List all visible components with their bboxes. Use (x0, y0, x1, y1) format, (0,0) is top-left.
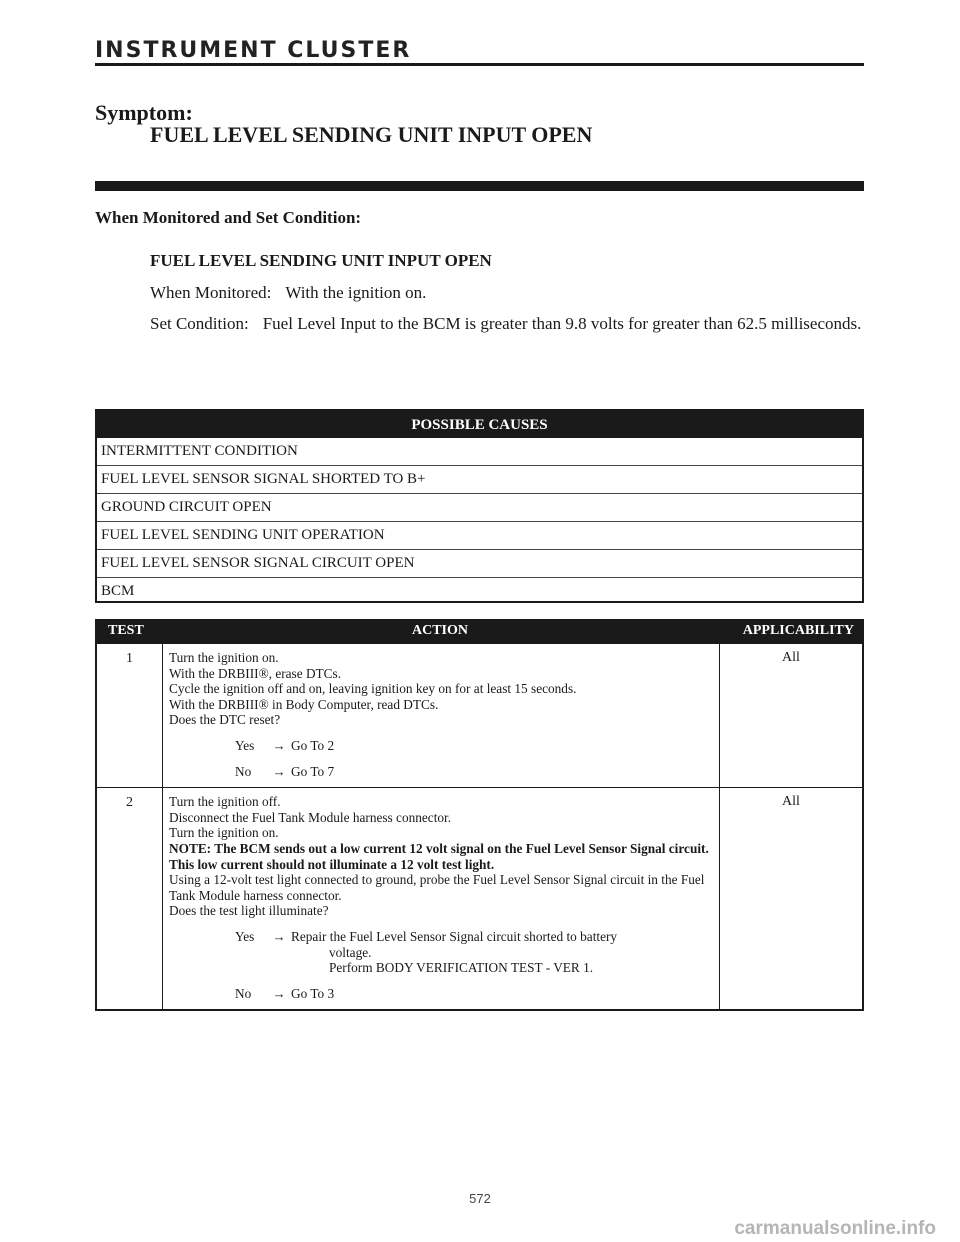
watermark[interactable]: carmanualsonline.info (734, 1218, 936, 1239)
heavy-divider (95, 181, 864, 191)
action-line: Does the DTC reset? (169, 712, 281, 728)
action-line: Using a 12-volt test light connected to ground, probe the Fuel Level Sensor Signal circuit in the Fuel Tank Module harness connector. (169, 872, 705, 903)
action-line: Does the test light illuminate? (169, 903, 329, 919)
arrow-icon: → (272, 985, 286, 1001)
test-applicability: All (782, 650, 800, 665)
yes-result-line: Repair the Fuel Level Sensor Signal circuit shorted to battery (291, 928, 618, 944)
test-table-header (97, 619, 862, 643)
test-action (163, 644, 720, 787)
symptom-title: FUEL LEVEL SENDING UNIT INPUT OPEN (150, 122, 593, 147)
test-number: 1 (97, 644, 163, 787)
test-action (163, 788, 720, 1009)
yes-result-line: Perform BODY VERIFICATION TEST - VER 1. (329, 960, 594, 976)
cause-item: FUEL LEVEL SENDING UNIT OPERATION (97, 521, 862, 549)
monitored-heading: When Monitored and Set Condition: (95, 208, 362, 227)
yes-result (291, 929, 715, 976)
no-result: Go To 7 (291, 763, 335, 779)
test-column-header: TEST (108, 623, 144, 638)
action-line: Turn the ignition on. (169, 650, 279, 665)
possible-causes-list (97, 438, 862, 605)
section-divider (95, 63, 864, 66)
possible-causes-header: POSSIBLE CAUSES (97, 411, 862, 438)
arrow-icon: → (272, 763, 286, 779)
action-line: Disconnect the Fuel Tank Module harness connector. (169, 809, 452, 825)
when-monitored (150, 283, 426, 303)
test-row (97, 787, 862, 1009)
possible-causes-table (95, 409, 864, 603)
arrow-icon: → (272, 737, 286, 753)
set-condition-text: Fuel Level Input to the BCM is greater than 9.8 volts for greater than 62.5 milliseconds. (262, 314, 862, 333)
test-procedure-table (95, 619, 864, 1011)
when-monitored-text: With the ignition on. (285, 283, 427, 302)
section-title: INSTRUMENT CLUSTER (95, 38, 412, 63)
arrow-icon: → (272, 928, 286, 944)
test-number: 2 (97, 788, 163, 1009)
applicability-column-header: APPLICABILITY (742, 623, 854, 638)
yes-label: Yes (235, 737, 255, 753)
yes-answer (169, 738, 715, 754)
no-answer (169, 764, 715, 780)
cause-item: BCM (97, 577, 862, 605)
action-column-header: ACTION (412, 623, 469, 638)
cause-item: FUEL LEVEL SENSOR SIGNAL CIRCUIT OPEN (97, 549, 862, 577)
action-line: Turn the ignition off. (169, 794, 281, 810)
action-line: Turn the ignition on. (169, 825, 279, 841)
yes-answer (169, 929, 715, 976)
test-applicability: All (782, 794, 800, 810)
cause-item: FUEL LEVEL SENSOR SIGNAL SHORTED TO B+ (97, 465, 862, 493)
when-monitored-label: When Monitored: (150, 283, 272, 302)
page-number: 572 (469, 1191, 491, 1206)
monitored-name: FUEL LEVEL SENDING UNIT INPUT OPEN (150, 251, 492, 270)
yes-result-line: voltage. (329, 944, 372, 960)
cause-item: INTERMITTENT CONDITION (101, 443, 298, 459)
symptom-label: Symptom: (95, 100, 193, 125)
cause-item: GROUND CIRCUIT OPEN (97, 493, 862, 521)
action-line: With the DRBIII® in Body Computer, read DTCs. (169, 696, 439, 712)
test-row (97, 643, 862, 787)
action-line: Cycle the ignition off and on, leaving ignition key on for at least 15 seconds. (169, 681, 577, 697)
no-result: Go To 3 (291, 985, 335, 1001)
action-note: NOTE: The BCM sends out a low current 12 volt signal on the Fuel Level Sensor Signal circuit. This low current should not illuminate a 12 volt test light. (169, 840, 709, 872)
no-label: No (235, 763, 252, 779)
action-line: With the DRBIII®, erase DTCs. (169, 665, 342, 681)
set-condition (150, 313, 866, 335)
yes-result: Go To 2 (291, 737, 335, 753)
yes-label: Yes (235, 928, 255, 944)
no-label: No (235, 985, 252, 1001)
set-condition-label: Set Condition: (150, 314, 249, 333)
no-answer (169, 986, 715, 1002)
